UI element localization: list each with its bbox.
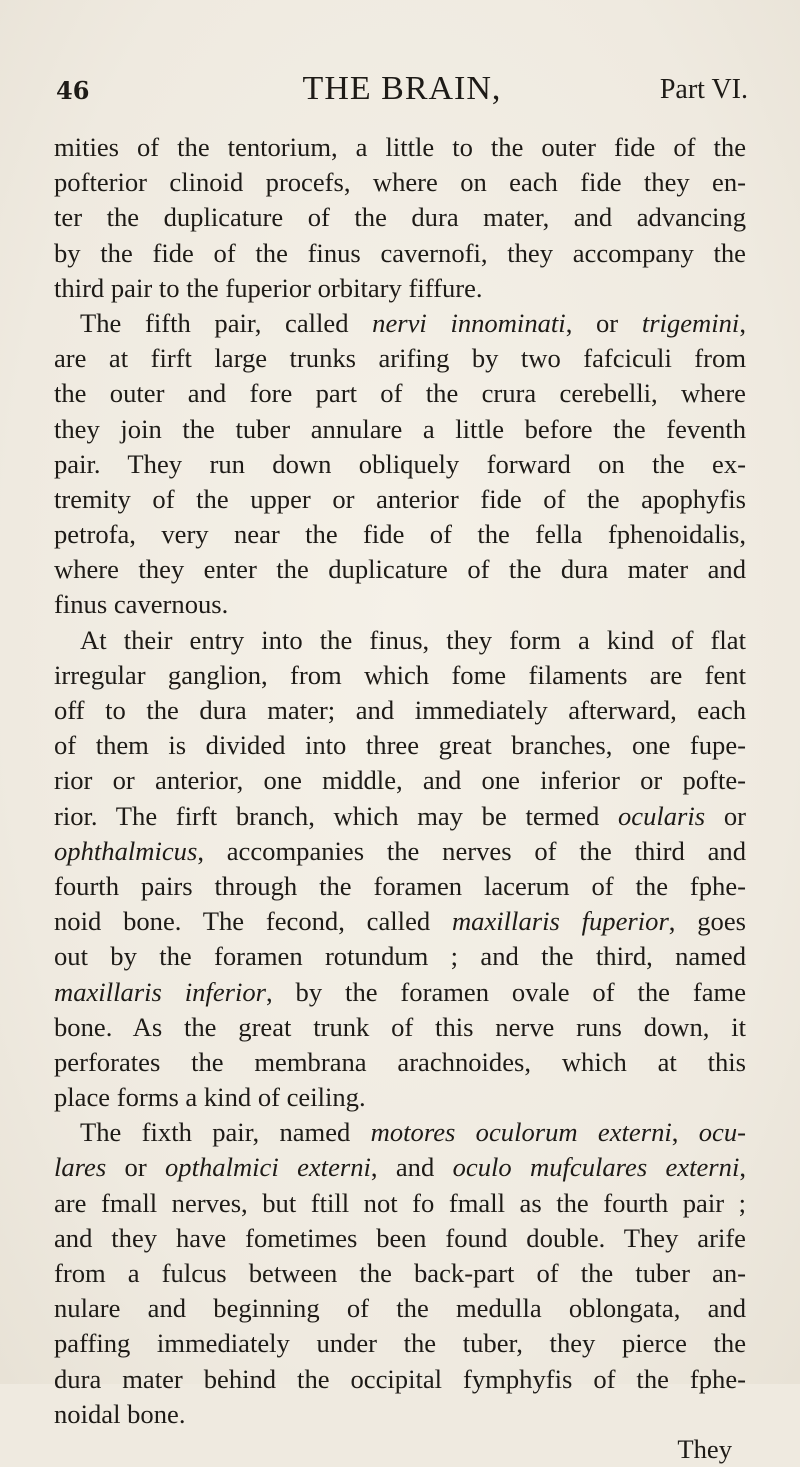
- text-line: noidal bone.: [54, 1398, 186, 1429]
- text-line: dura mater behind the occipital fymphyfis of the fphe-: [54, 1363, 746, 1394]
- text-line: noid bone. The fecond, called maxillaris fuperior, goes: [54, 906, 746, 937]
- text-line: by the fide of the finus cavernofi, they accompany the: [54, 237, 746, 268]
- text-line: are at firft large trunks arifing by two fafciculi from: [54, 343, 746, 374]
- text-line: they join the tuber annulare a little before the feventh: [54, 413, 746, 444]
- text-line: rior. The firft branch, which may be termed ocularis or: [54, 800, 746, 831]
- text-line: bone. As the great trunk of this nerve runs down, it: [54, 1011, 746, 1042]
- page-number: 46: [56, 76, 90, 105]
- text-line: tremity of the upper or anterior fide of the apophyfis: [54, 483, 746, 514]
- running-title: THE BRAIN,: [302, 70, 502, 107]
- text-line: are fmall nerves, but ftill not fo fmall as the fourth pair ;: [54, 1187, 746, 1218]
- text-line: ter the duplicature of the dura mater, and advancing: [54, 202, 746, 233]
- body-text: [54, 130, 746, 1467]
- text-line: mities of the tentorium, a little to the outer fide of the: [54, 132, 746, 162]
- text-line: maxillaris inferior, by the foramen ovale of the fame: [54, 976, 747, 1007]
- text-line: petrofa, very near the fide of the fella fphenoidalis,: [54, 519, 746, 550]
- text-line: the outer and fore part of the crura cerebelli, where: [54, 378, 746, 409]
- text-line: out by the foramen rotundum ; and the third, named: [54, 941, 746, 972]
- text-line: perforates the membrana arachnoides, which at this: [54, 1046, 746, 1077]
- text-line: fourth pairs through the foramen lacerum of the fphe-: [54, 870, 746, 901]
- text-line: nulare and beginning of the medulla oblongata, and: [54, 1293, 746, 1324]
- text-line: finus cavernous.: [54, 589, 229, 620]
- text-line: lares or opthalmici externi, and oculo mufculares externi,: [54, 1152, 746, 1183]
- text-line: pair. They run down obliquely forward on the ex-: [54, 448, 746, 479]
- text-line: The fixth pair, named motores oculorum externi, ocu-: [80, 1117, 746, 1148]
- part-label: Part VI.: [659, 74, 748, 105]
- text-line: and they have fometimes been found double. They arife: [54, 1222, 746, 1253]
- text-line: At their entry into the finus, they form a kind of flat: [80, 624, 746, 655]
- text-line: off to the dura mater; and immediately afterward, each: [54, 695, 746, 725]
- text-line: place forms a kind of ceiling.: [54, 1082, 366, 1113]
- text-line: rior or anterior, one middle, and one inferior or pofte-: [54, 765, 746, 796]
- text-line: pofterior clinoid procefs, where on each fide they en-: [54, 167, 746, 198]
- text-line: where they enter the duplicature of the dura mater and: [54, 554, 746, 585]
- catchword: They: [677, 1433, 732, 1464]
- text-line: irregular ganglion, from which fome filaments are fent: [54, 659, 746, 690]
- text-line: The fifth pair, called nervi innominati, or trigemini,: [80, 307, 746, 338]
- text-line: paffing immediately under the tuber, they pierce the: [54, 1328, 746, 1359]
- text-line: third pair to the fuperior orbitary fiffure.: [54, 272, 483, 303]
- text-line: from a fulcus between the back-part of the tuber an-: [54, 1258, 746, 1288]
- page-header: [56, 70, 748, 120]
- text-line: ophthalmicus, accompanies the nerves of the third and: [54, 835, 746, 866]
- text-line: of them is divided into three great branches, one fupe-: [54, 730, 746, 761]
